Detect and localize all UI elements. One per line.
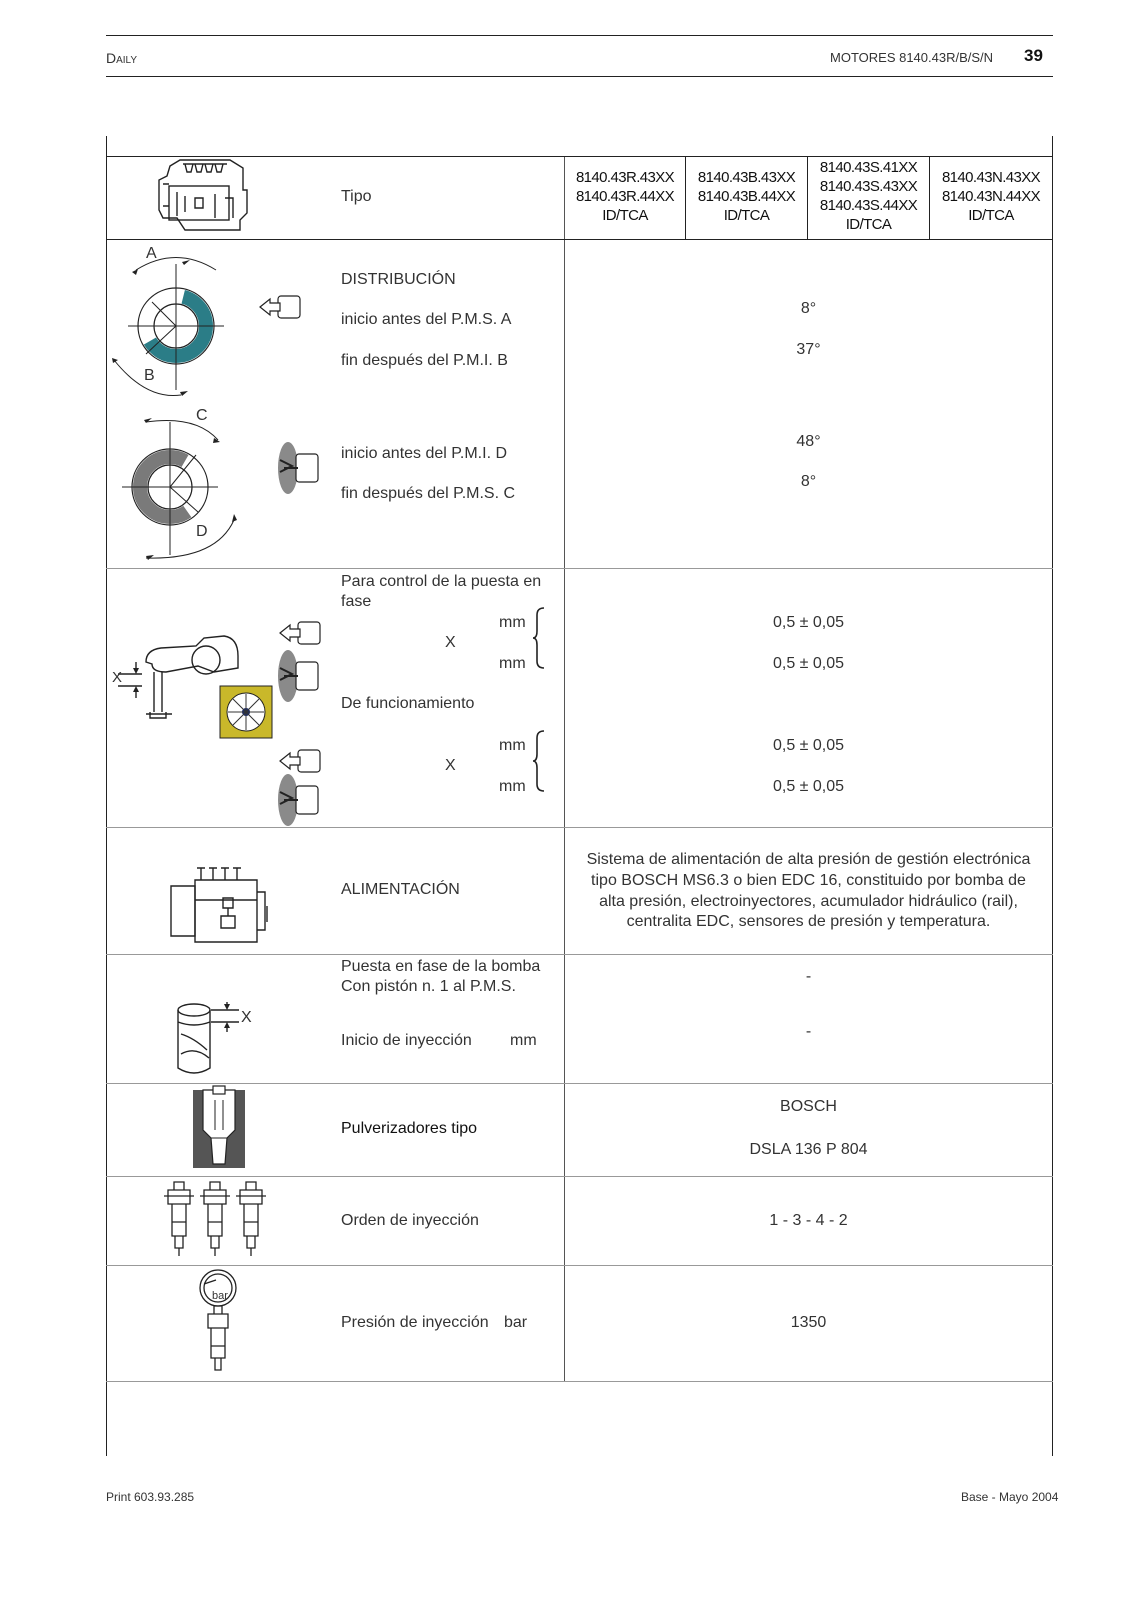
orden-value: 1 - 3 - 4 - 2 (769, 1212, 848, 1229)
gauge-bar-label: bar (212, 1290, 228, 1302)
row-line (106, 1265, 1053, 1266)
injector-nozzle-icon (193, 1086, 249, 1172)
fuel-pump-icon (165, 862, 275, 946)
footer-right: Base - Mayo 2004 (961, 1490, 1059, 1504)
valve-timing-diagram (106, 240, 306, 570)
exhaust-timing-ring (122, 418, 237, 560)
row-line (106, 156, 1053, 157)
distribucion-value-b: 37° (796, 341, 821, 358)
inicio-inyeccion-unit: mm (510, 1032, 537, 1049)
model-r: 8140.43R.43XX 8140.43R.44XX ID/TCA (575, 169, 675, 224)
model-b: 8140.43B.43XX 8140.43B.44XX ID/TCA (697, 169, 796, 224)
page-number: 39 (1024, 46, 1043, 65)
row-line (106, 1176, 1053, 1177)
orden-label: Orden de inyección (341, 1212, 479, 1229)
funcionamiento-label: De funcionamiento (341, 695, 475, 712)
clearance-value-4: 0,5 ± 0,05 (772, 778, 845, 795)
clearance-value-3: 0,5 ± 0,05 (772, 737, 845, 754)
engine-icon (155, 158, 250, 236)
intake-arrow-icon (280, 622, 320, 644)
clearance-value-2: 0,5 ± 0,05 (772, 655, 845, 672)
distribucion-title: DISTRIBUCIÓN (341, 271, 456, 288)
footer-left: Print 603.93.285 (106, 1490, 195, 1504)
injectors-icon (160, 1178, 280, 1264)
alimentacion-description-4: centralita EDC, sensores de presión y temperatura. (626, 913, 991, 930)
rocker-x-label: X (112, 669, 123, 686)
control-label: Para control de la puesta en fase (341, 573, 542, 610)
presion-label: Presión de inyección (341, 1314, 489, 1331)
model-s: 8140.43S.41XX 8140.43S.43XX 8140.43S.44XX ID/TCA (819, 159, 918, 233)
letter-b: B (144, 367, 155, 384)
header-right: MOTORES 8140.43R/B/S/N (830, 50, 994, 65)
intake-arrow-icon (280, 750, 320, 772)
funcionamiento-x-label: X (445, 757, 456, 774)
brace-icon (532, 730, 546, 792)
inicio-inyeccion-label: Inicio de inyección (341, 1032, 472, 1049)
row-line (106, 1381, 1053, 1382)
letter-a: A (146, 245, 157, 262)
distribucion-label-a: inicio antes del P.M.S. A (341, 311, 512, 328)
intake-arrow-icon (260, 296, 300, 318)
pulverizadores-value-2: DSLA 136 P 804 (749, 1141, 868, 1158)
letter-d: D (196, 523, 208, 540)
pulverizadores-value-1: BOSCH (780, 1098, 837, 1115)
letter-c: C (196, 407, 208, 424)
rocker-clearance-diagram (106, 572, 336, 827)
alimentacion-label: ALIMENTACIÓN (341, 881, 460, 898)
funcionamiento-unit-2: mm (499, 778, 526, 795)
row-line (106, 827, 1053, 828)
exhaust-symbol-icon (278, 650, 318, 702)
header-left: Daily (106, 50, 138, 66)
alimentacion-description-3: alta presión, electroinyectores, acumulador hidráulico (rail), (599, 893, 1018, 910)
bomba-label-1: Puesta en fase de la bomba (341, 958, 541, 975)
distribucion-value-a: 8° (800, 300, 817, 317)
bomba-value-1: - (805, 968, 812, 985)
pump-x-label: X (241, 1009, 252, 1026)
pulverizadores-label: Pulverizadores tipo (341, 1120, 478, 1137)
exhaust-symbol-icon (278, 774, 318, 826)
presion-unit: bar (504, 1314, 528, 1331)
presion-value: 1350 (790, 1314, 827, 1331)
distribucion-value-c: 8° (800, 473, 817, 490)
funcionamiento-unit-1: mm (499, 737, 526, 754)
alimentacion-description-2: tipo BOSCH MS6.3 o bien EDC 16, constituido por bomba de (591, 872, 1026, 889)
control-unit-1: mm (499, 614, 526, 631)
pressure-gauge-icon (194, 1266, 244, 1378)
clearance-value-1: 0,5 ± 0,05 (772, 614, 845, 631)
bomba-value-2: - (805, 1023, 812, 1040)
pump-piston-icon (165, 998, 265, 1082)
distribucion-label-b: fin después del P.M.I. B (341, 352, 508, 369)
bomba-label-2: Con pistón n. 1 al P.M.S. (341, 978, 516, 995)
tipo-label: Tipo (341, 188, 372, 205)
fan-gauge-icon (220, 686, 272, 738)
exhaust-symbol-icon (278, 442, 318, 494)
header-rule-bottom (106, 76, 1053, 77)
distribucion-value-d: 48° (796, 433, 821, 450)
model-n: 8140.43N.43XX 8140.43N.44XX ID/TCA (941, 169, 1041, 224)
header-rule-top (106, 35, 1053, 36)
row-line (106, 954, 1053, 955)
distribucion-label-d: inicio antes del P.M.I. D (341, 445, 508, 462)
intake-timing-ring (112, 258, 224, 397)
alimentacion-description-1: Sistema de alimentación de alta presión de gestión electrónica (586, 851, 1031, 868)
distribucion-label-c: fin después del P.M.S. C (341, 485, 516, 502)
control-unit-2: mm (499, 655, 526, 672)
brace-icon (532, 607, 546, 669)
control-x-label: X (445, 634, 456, 651)
table-right-border (1052, 136, 1053, 1456)
row-line (106, 1083, 1053, 1084)
